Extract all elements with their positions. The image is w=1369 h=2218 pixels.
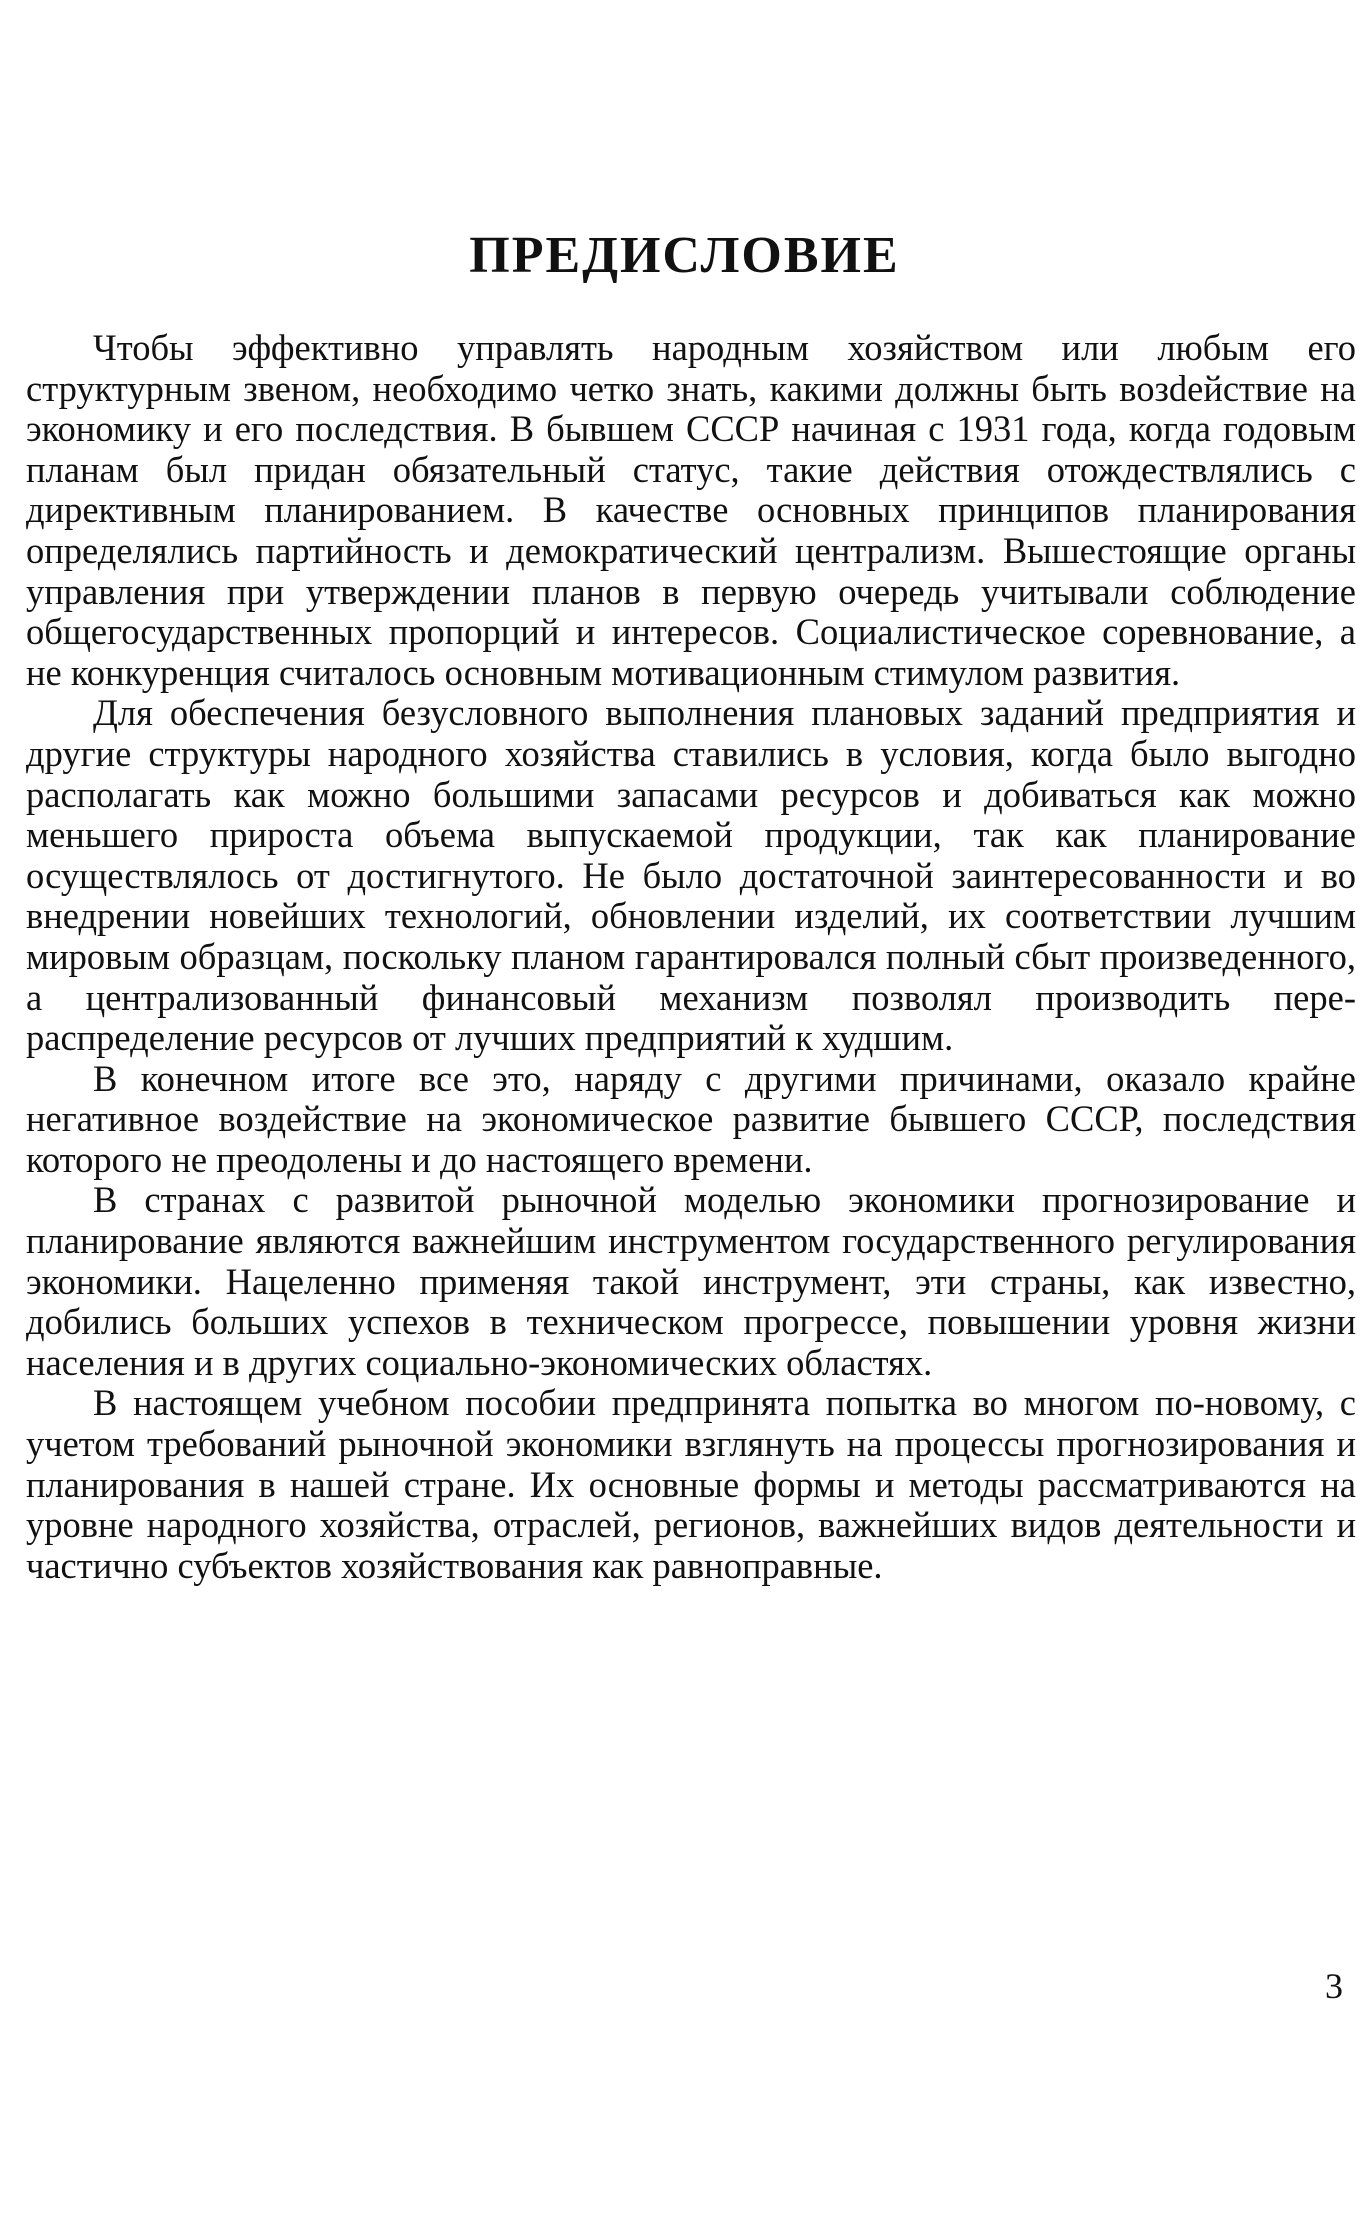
paragraph-2: Для обеспечения безусловного выполнения плановых заданий предприятия и другие структуры народного хозяйства ставились в условия, когда было выгодно располагать как можно большими запасами ресурсов и добиваться как можно меньшего прироста объема выпускаемой продукции, так как планирование осуществлялось от достигнутого. Не было достаточной заинтересованности и во внедрении новейших технологий, обновлении изделий, их соответствии лучшим мировым образцам, поскольку планом гарантировался полный сбыт произведенного, а централизованный финансовый механизм позволял производить перераспределение ресурсов от лучших предприятий к худшим. xyxy=(26,692,1356,1059)
page-number: 3 xyxy=(1325,1966,1343,2006)
preface-body xyxy=(26,328,1356,1586)
paragraph-5: В настоящем учебном пособии предпринята попытка во многом по-новому, с учетом требований рыночной экономики взглянуть на процессы прогнозирования и планирования в нашей стране. Их основные формы и методы рассматриваются на уровне народного хозяйства, отраслей, регионов, важнейших видов деятельности и частично субъектов хозяйствования как равноправные. xyxy=(26,1382,1356,1586)
paragraph-1: Чтобы эффективно управлять народным хозяйством или любым его структурным звеном, необходимо четко знать, какими должны быть возdействие на экономику и его последствия. В бывшем СССР начиная с 1931 года, когда годовым планам был придан обязательный статус, такие действия отождествлялись с директивным планированием. В качестве основных принципов планирования определялись партийность и демократический централизм. Вышестоящие органы управления при утверждении планов в первую очередь учитывали соблюдение общегосударственных пропорций и интересов. Социалистическое соревнование, а не конкуренция считалось основным мотивационным стимулом развития. xyxy=(26,327,1356,693)
paragraph-3: В конечном итоге все это, наряду с другими причинами, оказало крайне негативное воздействие на экономическое развитие бывшего СССР, последствия которого не преодолены и до настоящего времени. xyxy=(26,1057,1356,1180)
page-title: ПРЕДИСЛОВИЕ xyxy=(469,227,900,284)
paragraph-4: В странах с развитой рыночной моделью экономики прогнозирование и планирование являются важнейшим инструментом государственного регулирования экономики. Нацеленно применяя такой инструмент, эти страны, как известно, добились больших успехов в техническом прогрессе, повышении уровня жизни населения и в других социально-экономических областях. xyxy=(26,1179,1356,1383)
